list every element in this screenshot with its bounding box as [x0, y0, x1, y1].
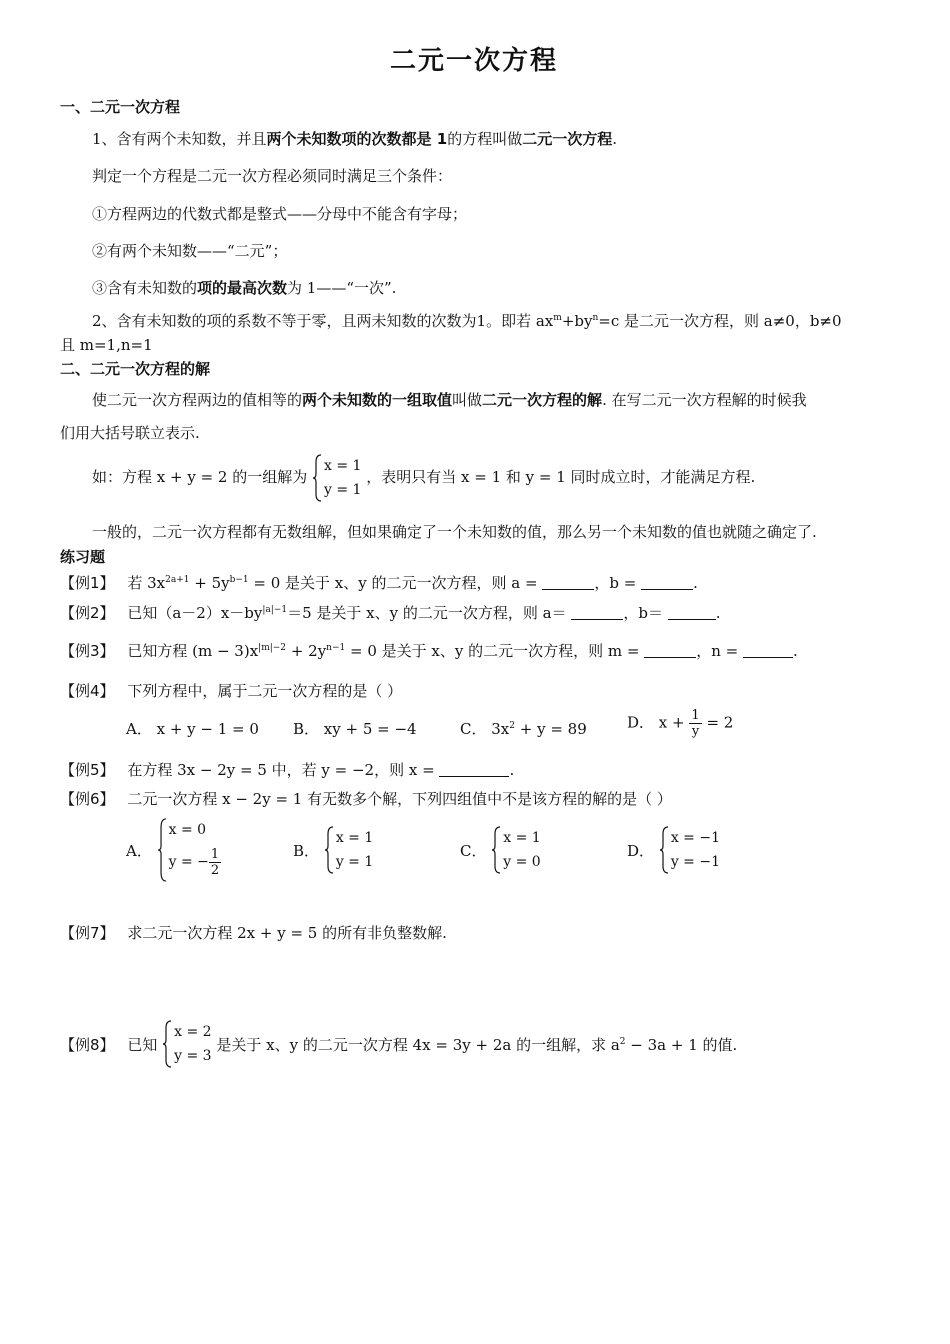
option-label: C．	[460, 841, 487, 860]
option-a[interactable]	[126, 818, 221, 882]
solution-definition-cont: 们用大括号联立表示.	[60, 424, 200, 442]
question: 二元一次方程 x − 2y = 1 有无数多个解，下列四组值中不是该方程的解的是（ ）	[127, 790, 672, 808]
answer-blank[interactable]	[644, 643, 696, 658]
example-2	[60, 602, 721, 623]
text: .	[509, 761, 515, 779]
option-d[interactable]	[627, 826, 720, 874]
answer-blank[interactable]	[743, 643, 793, 658]
system-row: x = 2	[174, 1024, 212, 1040]
coefficient-paragraph	[92, 310, 842, 331]
answer-blank[interactable]	[439, 762, 509, 777]
fraction	[209, 847, 221, 878]
text: 已知（a－2）x－by	[127, 604, 263, 622]
text: . 在写二元一次方程解的时候我	[602, 391, 807, 409]
text: 叫做	[452, 391, 483, 409]
text: 1、含有两个未知数，并且	[92, 130, 267, 148]
brace-icon	[491, 826, 501, 874]
text: .	[793, 642, 798, 660]
example-label: 【例7】	[60, 924, 115, 942]
text: ，b＝	[623, 604, 663, 622]
numerator: 1	[691, 708, 700, 723]
fraction	[689, 708, 701, 739]
text	[216, 1034, 737, 1055]
option-a[interactable]: A． x + y − 1 = 0	[126, 720, 259, 738]
option-b[interactable]: B． xy + 5 = −4	[293, 720, 417, 738]
solution-definition	[92, 389, 807, 410]
system-row: x = 1	[324, 458, 362, 474]
example-label: 【例1】	[60, 574, 115, 592]
system-row: y = 1	[324, 482, 362, 498]
example-8	[60, 1020, 737, 1068]
superscript: b−1	[229, 575, 249, 585]
system-row: x = −1	[670, 830, 720, 846]
text: 是关于 x、y 的二元一次方程 4x = 3y + 2a 的一组解，求 a	[216, 1035, 620, 1054]
text: 若 3x	[127, 574, 166, 592]
text: 如：方程 x + y = 2 的一组解为	[92, 468, 308, 486]
text: = 0 是关于 x、y 的二元一次方程，则 m =	[345, 642, 640, 660]
superscript: n	[592, 313, 599, 323]
section-heading-1: 一、二元一次方程	[60, 98, 181, 116]
text: .	[612, 130, 618, 148]
superscript: m	[553, 313, 562, 323]
option-label: A．	[126, 841, 152, 860]
equation-system	[324, 826, 373, 874]
page-title: 二元一次方程	[390, 46, 559, 76]
superscript: 2	[619, 1036, 626, 1047]
denominator: 2	[210, 862, 220, 878]
solution-example	[92, 454, 755, 502]
answer-blank[interactable]	[571, 605, 623, 620]
text: + 2y	[286, 642, 327, 660]
example-4	[60, 680, 402, 701]
equation-system	[312, 454, 361, 502]
system-row: y = 1	[335, 854, 374, 870]
brace-icon	[659, 826, 669, 874]
example-label: 【例3】	[60, 642, 115, 660]
example-6	[60, 788, 672, 809]
option-label: D．	[627, 841, 655, 860]
text: 在方程 3x − 2y = 5 中，若 y = −2，则 x =	[127, 761, 435, 779]
example-3	[60, 640, 798, 661]
text: +by	[561, 312, 593, 330]
text: D． x +	[627, 713, 685, 732]
general-note: 一般的，二元一次方程都有无数组解，但如果确定了一个未知数的值，那么另一个未知数的值也就随之确定了.	[92, 523, 817, 541]
brace-icon	[162, 1020, 172, 1068]
emphasis: 二元一次方程的解	[482, 391, 603, 409]
text: ③含有未知数的	[92, 279, 198, 297]
example-7	[60, 922, 447, 943]
text: + 5y	[189, 574, 230, 592]
practice-heading: 练习题	[60, 548, 106, 566]
text: .	[693, 574, 698, 592]
text: = 2	[706, 713, 734, 732]
text: 使二元一次方程两边的值相等的	[92, 391, 303, 409]
equation-system	[162, 1020, 211, 1068]
superscript: |a|−1	[262, 605, 288, 615]
numerator: 1	[210, 846, 220, 862]
answer-blank[interactable]	[641, 575, 693, 590]
example-label: 【例5】	[60, 761, 115, 779]
system-row: y = 3	[174, 1048, 212, 1064]
option-c[interactable]	[460, 718, 587, 739]
option-label: B．	[293, 841, 320, 860]
text: 2、含有未知数的项的系数不等于零，且两未知数的次数为1。即若 ax	[92, 312, 554, 330]
equation-system	[491, 826, 540, 874]
condition-2: ②有两个未知数——“二元”；	[92, 242, 288, 260]
section-heading-2: 二、二元一次方程的解	[60, 360, 211, 378]
system-row: y = 0	[503, 854, 541, 870]
system-row: x = 1	[335, 830, 374, 846]
conditions-intro: 判定一个方程是二元一次方程必须同时满足三个条件：	[92, 167, 453, 185]
coefficient-paragraph-cont: 且 m=1,n=1	[60, 336, 153, 354]
system-row: y = −1	[670, 854, 720, 870]
example-label: 【例8】	[60, 1035, 115, 1054]
emphasis: 项的最高次数	[197, 279, 288, 297]
example-1	[60, 572, 698, 593]
text: =c 是二元一次方程，则 a≠0，b≠0	[598, 312, 842, 330]
option-b[interactable]	[293, 826, 373, 874]
text: y = −	[168, 854, 209, 870]
option-c[interactable]	[460, 826, 541, 874]
example-label: 【例6】	[60, 790, 115, 808]
brace-icon	[324, 826, 334, 874]
system-row	[169, 842, 222, 882]
answer-blank[interactable]	[668, 605, 716, 620]
text: − 3a + 1 的值.	[625, 1035, 738, 1054]
brace-icon	[157, 818, 167, 882]
emphasis: 两个未知数项的次数都是 1	[266, 130, 448, 148]
text: .	[715, 604, 721, 622]
text: 的方程叫做	[447, 130, 523, 148]
denominator: y	[691, 724, 700, 739]
option-d[interactable]	[627, 708, 733, 739]
condition-1: ①方程两边的代数式都是整式——分母中不能含有字母；	[92, 205, 468, 223]
superscript: 2a+1	[165, 575, 190, 585]
equation-system	[659, 826, 720, 874]
system-row: x = 1	[503, 830, 541, 846]
superscript: n−1	[326, 643, 346, 653]
brace-icon	[312, 454, 322, 502]
emphasis: 两个未知数的一组取值	[302, 391, 453, 409]
example-5	[60, 759, 514, 780]
example-label: 【例2】	[60, 604, 115, 622]
condition-3	[92, 277, 396, 298]
system-row: x = 0	[168, 822, 207, 838]
answer-blank[interactable]	[542, 575, 594, 590]
superscript: |m|−2	[258, 643, 287, 653]
definition-paragraph	[92, 128, 617, 149]
text: ，表明只有当 x = 1 和 y = 1 同时成立时，才能满足方程.	[366, 468, 756, 486]
text: ，b =	[594, 574, 637, 592]
superscript: 2	[509, 721, 515, 731]
text: ＝5 是关于 x、y 的二元一次方程，则 a＝	[287, 604, 567, 622]
text: = 0 是关于 x、y 的二元一次方程，则 a =	[248, 574, 538, 592]
text: ，n =	[696, 642, 739, 660]
question: 求二元一次方程 2x + y = 5 的所有非负整数解.	[127, 924, 447, 942]
text: (m − 3)x	[192, 642, 259, 660]
text: C． 3x	[460, 720, 510, 738]
text: + y = 89	[514, 720, 587, 738]
question: 下列方程中，属于二元一次方程的是（ ）	[127, 682, 403, 700]
equation-system	[157, 818, 222, 882]
text: 已知	[127, 1035, 158, 1054]
example-label: 【例4】	[60, 682, 115, 700]
text: 已知方程	[127, 642, 188, 660]
text: 为 1——“一次”.	[287, 279, 397, 297]
emphasis: 二元一次方程	[522, 130, 613, 148]
